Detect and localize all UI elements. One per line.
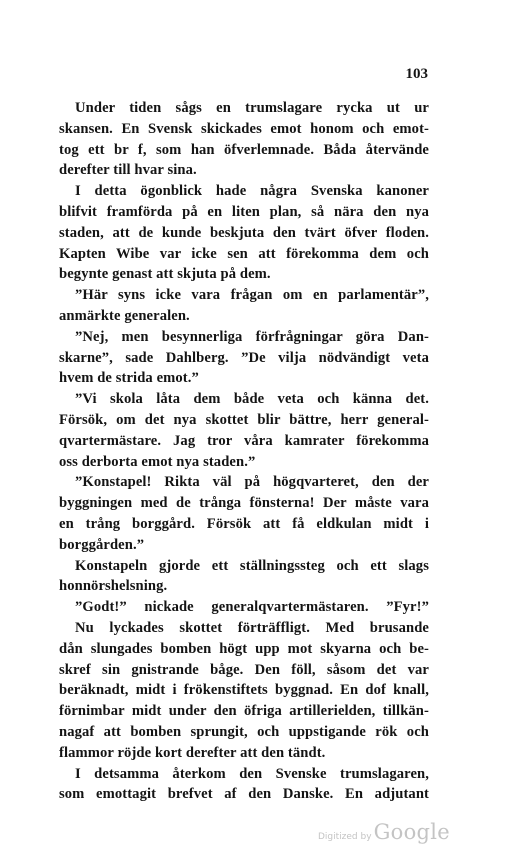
text-line: skref sin gnistrande båge. Den föll, såsom det var xyxy=(59,661,429,678)
text-line: Kapten Wibe var icke sen att förekomma dem och xyxy=(59,245,429,262)
digitization-watermark xyxy=(318,820,450,850)
text-line: Nu lyckades skottet förträffligt. Med brusande xyxy=(75,619,429,636)
text-line: ”Godt!” nickade generalqvartermästaren. ”Fyr!” xyxy=(75,599,429,616)
text-line: skarne”, sade Dahlberg. ”De vilja nödvändigt veta xyxy=(59,349,429,366)
text-line: dån slungades bomben högt upp mot skyarna och be- xyxy=(59,640,429,657)
text-line: förnimbar midt under den öfriga artillerielden, tillkän- xyxy=(59,703,429,720)
text-line: qvartermästare. Jag tror våra kamrater förekomma xyxy=(59,432,429,449)
body-text xyxy=(59,98,429,805)
text-line: anmärkte generalen. xyxy=(59,307,190,324)
google-logo: Google xyxy=(373,820,451,844)
text-line: blifvit framförda på en liten plan, så nära den nya xyxy=(59,203,429,220)
text-line: nagaf att bomben sprungit, och uppstigande rök och xyxy=(59,723,429,740)
text-line: borggården.” xyxy=(59,536,145,553)
text-line: som emottagit brefvet af den Danske. En adjutant xyxy=(59,786,429,803)
text-line: oss derborta emot nya staden.” xyxy=(59,453,256,470)
text-line: byggningen med de trånga fönsterna! Der måste vara xyxy=(59,495,429,512)
text-line: staden, att de kunde beskjuta den tvärt öfver floden. xyxy=(59,224,429,241)
text-line: ”Konstapel! Rikta väl på högqvarteret, den der xyxy=(75,474,429,491)
text-line: Under tiden sågs en trumslagare rycka ut ur xyxy=(75,100,429,116)
text-line: honnörshelsning. xyxy=(59,578,168,595)
text-line: Konstapeln gjorde ett ställningssteg och ett slags xyxy=(75,557,429,574)
text-line: derefter till hvar sina. xyxy=(59,162,197,179)
text-line: ”Vi skola låta dem både veta och känna det. xyxy=(75,391,429,408)
watermark-prefix: Digitized by xyxy=(318,832,372,842)
page-number: 103 xyxy=(405,66,428,82)
text-line: skansen. En Svensk skickades emot honom och emot- xyxy=(59,120,429,137)
text-line: ”Här syns icke vara frågan om en parlamentär”, xyxy=(75,287,429,304)
text-line: I detsamma återkom den Svenske trumslagaren, xyxy=(75,765,429,782)
text-line: hvem de strida emot.” xyxy=(59,370,199,387)
text-line: en trång borggård. Försök att få eldkulan midt i xyxy=(59,515,429,532)
text-line: tog ett br f, som han öfverlemnade. Båda återvände xyxy=(59,141,429,158)
text-line: Försök, om det nya skottet blir bättre, herr general- xyxy=(59,411,429,428)
text-line: ”Nej, men besynnerliga förfrågningar göra Dan- xyxy=(75,328,429,345)
text-line: flammor röjde kort derefter att den tändt. xyxy=(59,744,326,761)
text-line: begynte genast att skjuta på dem. xyxy=(59,266,271,283)
text-line: I detta ögonblick hade några Svenska kanoner xyxy=(75,183,429,200)
text-line: beräknadt, midt i frökenstiftets byggnad. En dof knall, xyxy=(59,682,429,699)
